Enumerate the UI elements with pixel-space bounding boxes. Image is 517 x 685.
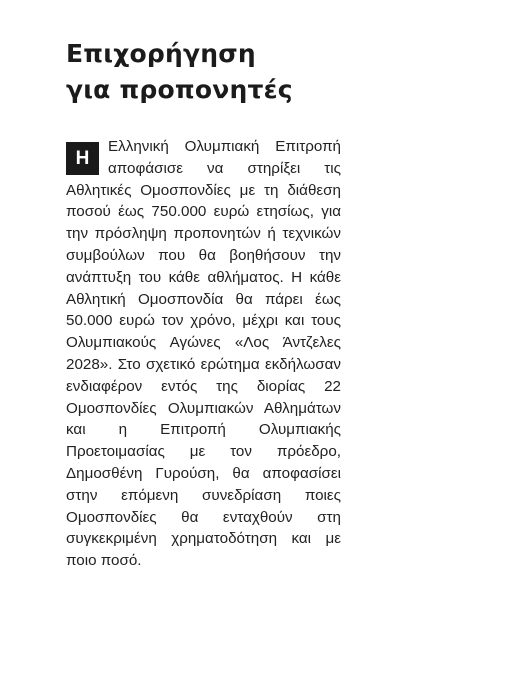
article-body [66,136,341,572]
article [66,36,341,572]
drop-cap: Η [66,142,99,175]
article-headline [66,36,341,108]
headline-line-2: για προπονητές [66,75,293,104]
headline-line-1: Επιχορήγηση [66,39,256,68]
article-body-text: Ελληνική Ολυμπιακή Επιτροπή αποφάσισε να στηρίξει τις Αθλητικές Ομοσπονδίες με τη διάθεση ποσού έως 750.000 ευρώ ετησίως, για την πρόσληψη προπονητών ή τεχνικών συμβούλων που θα βοηθήσουν την ανάπτυξη του κάθε αθλήματος. Η κάθε Αθλητική Ομοσπονδία θα πάρει έως 50.000 ευρώ τον χρόνο, μέχρι και τους Ολυμπιακούς Αγώνες «Λος Άντζελες 2028». Στο σχετικό ερώτημα εκδήλωσαν ενδιαφέρον εντός της διορίας 22 Ομοσπονδίες Ολυμπιακών Αθλημάτων και η Επιτροπή Ολυμπιακής Προετοιμασίας με τον πρόεδρο, Δημοσθένη Γυρούση, θα αποφασίσει στην επόμενη συνεδρίαση ποιες Ομοσπονδίες θα ενταχθούν στη συγκεκριμένη χρηματοδότηση και με ποιο ποσό. [66,138,341,570]
